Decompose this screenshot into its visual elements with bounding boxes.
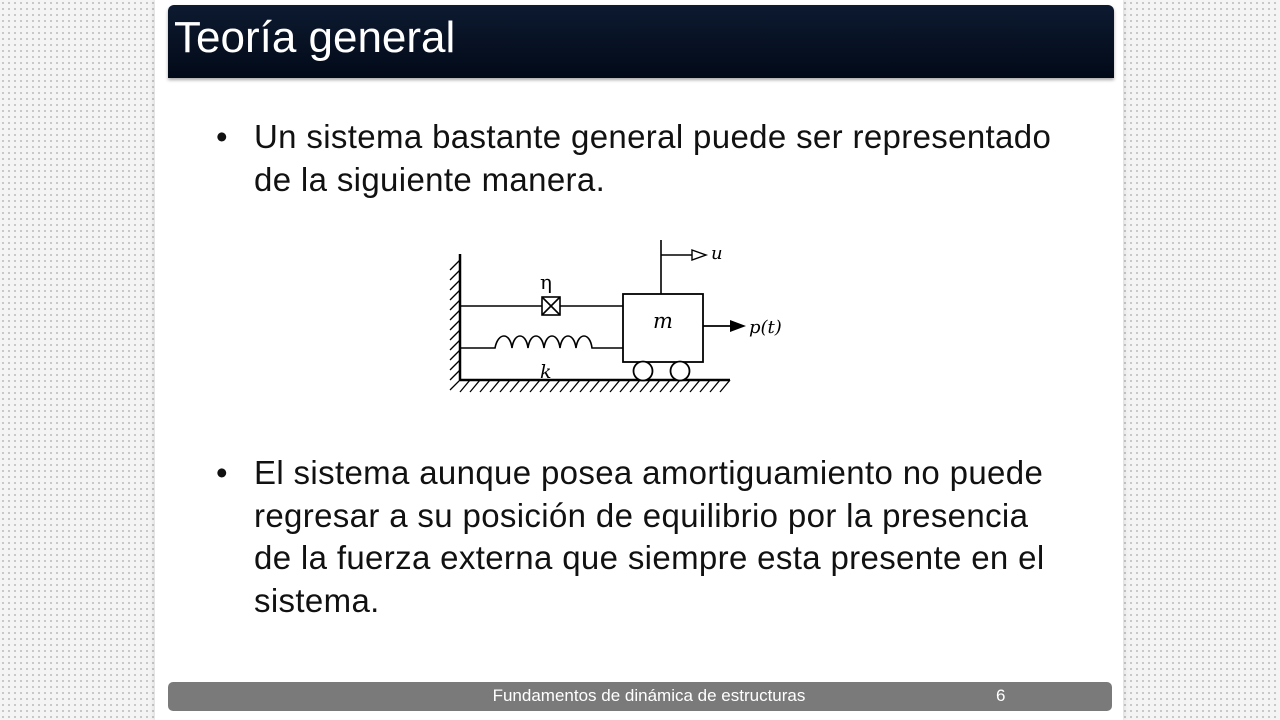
slide-title: Teoría general [174, 13, 456, 62]
bullet-marker: • [216, 118, 228, 155]
title-bar [168, 5, 1114, 78]
mass-label: m [653, 309, 673, 333]
spring [460, 336, 623, 348]
wheel [634, 362, 653, 381]
mass-spring-damper-diagram [440, 232, 800, 402]
bullet-text: Un sistema bastante general puede ser representado de la siguiente manera. [254, 118, 1052, 198]
bullet-text: El sistema aunque posea amortiguamiento no puede regresar a su posición de equilibrio por la presencia de la fuerza externa que siempre esta presente en el sistema. [254, 454, 1045, 619]
displacement-arrow [661, 240, 706, 294]
displacement-label: u [711, 243, 723, 264]
spring-label: k [540, 361, 552, 383]
footer-title: Fundamentos de dinámica de estructuras [492, 686, 806, 705]
damper-label: η [540, 270, 552, 294]
footer-bar [168, 682, 1112, 711]
page-number: 6 [996, 686, 1006, 705]
force-arrow [703, 320, 746, 332]
force-label: p(t) [749, 317, 782, 338]
wheel [671, 362, 690, 381]
damper [460, 297, 623, 315]
bullet-marker: • [216, 454, 228, 491]
